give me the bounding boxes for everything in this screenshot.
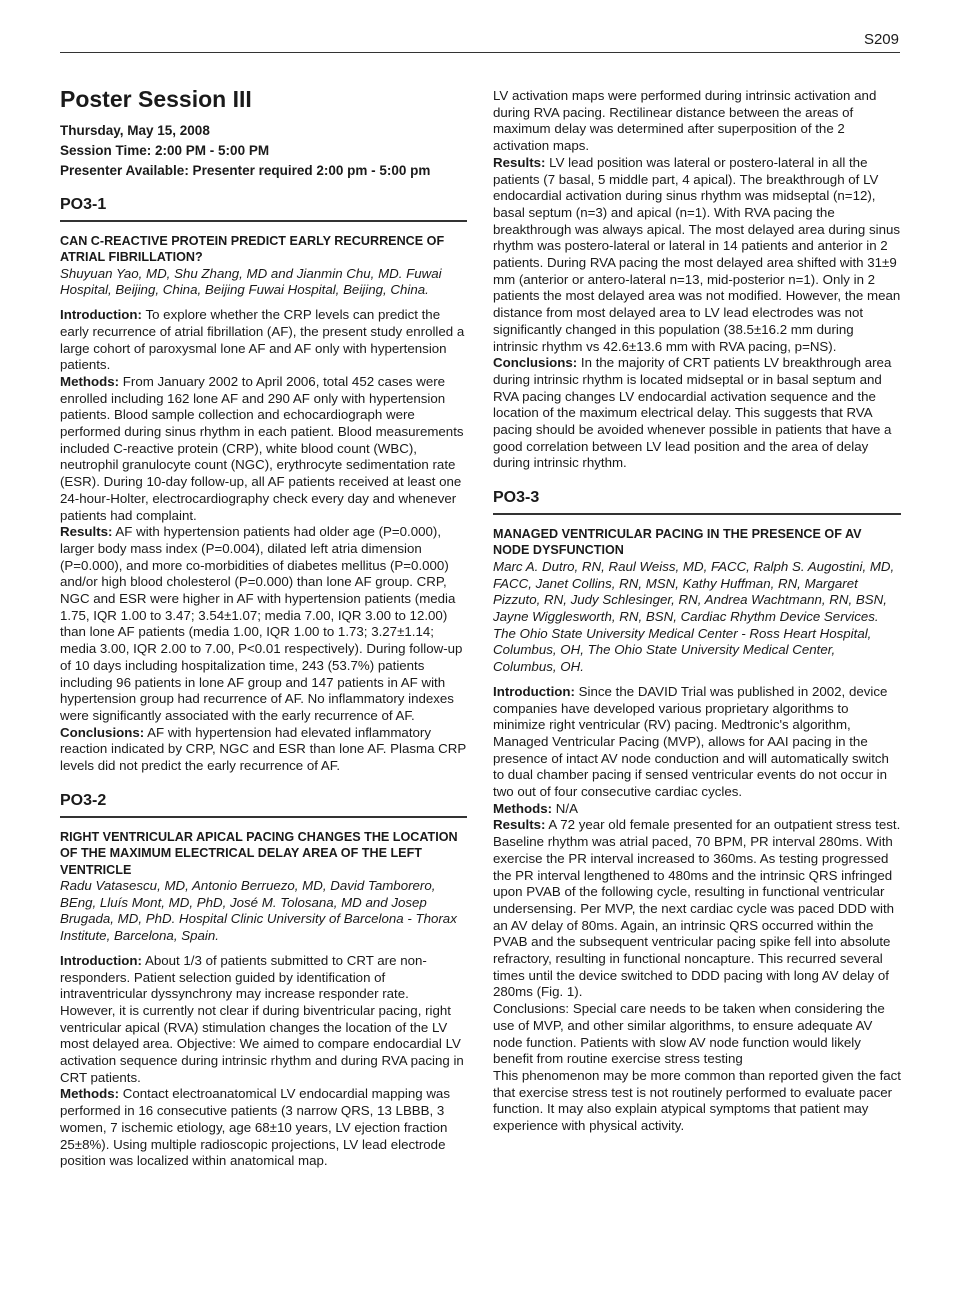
results-text: AF with hypertension patients had older age (P=0.000), larger body mass index (P=0.004), dilated left atria dimension (P=0.000), and more co-morbidities of diabetes mellitus (P=0.000) and/or high blood cholesterol (P=0.000) than lone AF group. CRP, NGC and ESR were higher in AF with hypertension patients (media 1.75, IQR 1.00 to 3.47; 3.54±1.07; media 7.00, IQR 3.00 to 12.00) than lone AF patients (media 1.00, IQR 1.00 to 1.73; 3.27±1.14; media 3.00, IQR 2.00 to 7.00, P<0.01 respectively). During follow-up of 10 days including hospitalization time, 243 (53.7%) patients including 96 patients in lone AF group and 147 patients in AF with hypertension group had recurrence of AF. No inflammatory indexes were significantly associated with the early recurrence of AF. xyxy=(60,524,463,723)
results-label: Results: xyxy=(493,817,546,833)
results-label: Results: xyxy=(493,154,546,170)
conclusions-label: Conclusions: xyxy=(493,355,578,371)
left-column xyxy=(60,86,467,1170)
abstract-title-po3-3: MANAGED VENTRICULAR PACING IN THE PRESENCE OF AV NODE DYSFUNCTION xyxy=(493,526,862,558)
intro-text: To explore whether the CRP levels can predict the early recurrence of atrial fibrillation (AF), the present study enrolled a large cohort of paroxysmal lone AF and AF only with hypertension patients. xyxy=(60,307,465,373)
session-time: Session Time: 2:00 PM - 5:00 PM xyxy=(60,143,270,158)
abstract-title-po3-2: RIGHT VENTRICULAR APICAL PACING CHANGES THE LOCATION OF THE MAXIMUM ELECTRICAL DELAY AREA OF THE LEFT VENTRICLE xyxy=(60,829,458,877)
header-rule xyxy=(60,52,900,53)
methods-continued-po3-2: LV activation maps were performed during intrinsic activation and during RVA pacing. Rectilinear distance between the areas of maximum delay was determined after superposition of the 2 activation maps. xyxy=(493,88,877,154)
methods-po3-2 xyxy=(60,1086,467,1170)
authors-po3-3: Marc A. Dutro, RN, Raul Weiss, MD, FACC, Ralph S. Augostini, MD, FACC, Janet Collins, RN, MSN, Kathy Huffman, RN, Margaret Pizzuto, RN, Judy Schlesinger, RN, Andrea Wachtmann, RN, BSN, Jayne Wigglesworth, RN, BSN, Cardiac Rhythm Device Services. The Ohio State University Medical Center - Ross Heart Hospital, Columbus, OH, The Ohio State University Medical Center, Columbus, OH. xyxy=(493,558,895,675)
abstract-title-po3-1: CAN C-REACTIVE PROTEIN PREDICT EARLY RECURRENCE OF ATRIAL FIBRILLATION? xyxy=(60,233,445,265)
intro-text: Since the DAVID Trial was published in 2002, device companies have developed various proprietary algorithms to minimize right ventricular (RV) pacing. Medtronic's algorithm, Managed Ventricular Pacing (MVP), allows for AAI pacing in the presence of intact AV node conduction and will automatically switch to dual chamber pacing if sensed ventricular events do not occur in two out of four consecutive cardiac cycles. xyxy=(493,683,889,800)
results-text: LV lead position was lateral or postero-lateral in all the patients (7 basal, 5 middle part, 4 apical). The breakthrough of LV endocardial activation during sinus rhythm was midseptal (n=12), basal septum (n=3) and apical (n=1). With RVA pacing the breakthrough was always apical. The most delayed area during sinus rhythm was postero-lateral or lateral in 14 patients and anterior in 2 patients. During RVA pacing the most delayed area shifted with 31±9 mm (anterior or antero-lateral n=13, mid-posterior n=1). Only in 2 patients the most delayed area was not modified. However, the mean distance from most delayed area to LV lead electrodes was not significantly changed in this population (38.5±16.2 mm during intrinsic rhythm vs 42.6±13.6 mm with RVA pacing, p=NS). xyxy=(493,154,901,354)
conclusions-po3-3: Conclusions: Special care needs to be taken when considering the use of MVP, and other similar algorithms, to ensure adequate AV node function. Patients with slow AV node function would likely benefit from routine exercise stress testing xyxy=(493,1001,885,1067)
conclusions-po3-1 xyxy=(60,725,467,775)
methods-text: N/A xyxy=(552,800,578,816)
intro-po3-3 xyxy=(493,684,901,801)
abstract-id-po3-1: PO3-1 xyxy=(60,197,467,222)
session-date: Thursday, May 15, 2008 xyxy=(60,123,210,138)
methods-po3-1 xyxy=(60,374,467,524)
session-presenter: Presenter Available: Presenter required 2:00 pm - 5:00 pm xyxy=(60,163,431,178)
methods-label: Methods: xyxy=(60,373,120,389)
abstract-id-po3-3: PO3-3 xyxy=(493,490,901,515)
extra-paragraph-po3-3: This phenomenon may be more common than reported given the fact that exercise stress test is not routinely performed to evaluate pacer function. It may also explain atypical symptoms that patient may experience with physical activity. xyxy=(493,1067,901,1134)
intro-label: Introduction: xyxy=(60,952,142,968)
intro-po3-2 xyxy=(60,953,467,1087)
methods-label: Methods: xyxy=(60,1086,120,1102)
results-text: A 72 year old female presented for an outpatient stress test. Baseline rhythm was atrial paced, 70 BPM, PR interval 280ms. With exercise the PR interval increased to 360ms. As testing progressed the PR interval lengthened to 480ms and the intrinsic QRS infringed upon PVAB of the following cycle, resulting in functional ventricular undersensing. Per MVP, the next cardiac cycle was paced DDD with an AV delay of 80ms. Again, an intrinsic QRS occurred within the PVAB and the subsequent ventricular pacing spike fell into absolute refractory, resulting in functional noncapture. This recurred several times until the device switched to DDD pacing with long AV delay of 280ms (Fig. 1). xyxy=(493,817,901,1000)
page-number: S209 xyxy=(863,31,899,48)
conclusions-label: Conclusions: xyxy=(60,724,145,740)
authors-po3-1: Shuyuan Yao, MD, Shu Zhang, MD and Jianmin Chu, MD. Fuwai Hospital, Beijing, China, Beijing Fuwai Hospital, Beijing, China. xyxy=(60,265,442,298)
results-po3-1 xyxy=(60,524,467,724)
session-title: Poster Session III xyxy=(60,86,252,112)
methods-label: Methods: xyxy=(493,800,553,816)
results-po3-2 xyxy=(493,155,901,355)
intro-label: Introduction: xyxy=(493,683,575,699)
conclusions-po3-2 xyxy=(493,355,901,472)
methods-text: Contact electroanatomical LV endocardial mapping was performed in 16 consecutive patients (3 narrow QRS, 13 LBBB, 3 women, 7 ischemic etiology, age 68±10 years, LV ejection fraction 25±8%). Using multiple radioscopic projections, LV lead electrode position was localized within anatomical map. xyxy=(60,1086,450,1169)
methods-po3-3 xyxy=(493,801,901,818)
intro-text: About 1/3 of patients submitted to CRT are non-responders. Patient selection guided by identification of intraventricular dyssynchrony may increase responder rate. However, it is currently not clear if during biventricular pacing, right ventricular apical (RVA) stimulation changes the location of the LV most delayed area. Objective: We aimed to compare endocardial LV activation sequence during intrinsic rhythm and during RVA pacing in CRT patients. xyxy=(60,952,464,1085)
methods-text: From January 2002 to April 2006, total 452 cases were enrolled including 162 lone AF and 290 AF only with hypertension patients. Blood sample collection and echocardiograph were performed during sinus rhythm in each patient. Blood measurements included C-reactive protein (CRP), white blood count (WBC), neutrophil granulocyte count (NGC), erythrocyte sedimentation rate (ESR). During 10-day follow-up, all AF patients received at least one 24-hour-Holter, electrocardiography check every day and whenever patients had complaint. xyxy=(60,373,464,523)
results-label: Results: xyxy=(60,524,113,540)
results-po3-3 xyxy=(493,817,901,1001)
abstract-id-po3-2: PO3-2 xyxy=(60,793,467,818)
conclusions-text: In the majority of CRT patients LV breakthrough area during intrinsic rhythm is located midseptal or in basal septum and RVA pacing changes LV endocardial activation sequence and the location of the maximum electrical delay. This suggests that RVA pacing should be avoided whenever possible in patients that have a good correlation between LV lead position and the area of delay during intrinsic rhythm. xyxy=(493,355,892,471)
authors-po3-2: Radu Vatasescu, MD, Antonio Berruezo, MD, David Tamborero, BEng, Lluís Mont, MD, PhD, José M. Tolosana, MD and Josep Brugada, MD, PhD. Hospital Clinic University of Barcelona - Thorax Institute, Barcelona, Spain. xyxy=(60,878,457,944)
right-column xyxy=(493,88,901,1135)
intro-po3-1 xyxy=(60,307,467,374)
conclusions-text: AF with hypertension had elevated inflammatory reaction indicated by CRP, NGC and ESR than lone AF. Plasma CRP levels did not predict the early recurrence of AF. xyxy=(60,724,467,774)
intro-label: Introduction: xyxy=(60,307,142,323)
